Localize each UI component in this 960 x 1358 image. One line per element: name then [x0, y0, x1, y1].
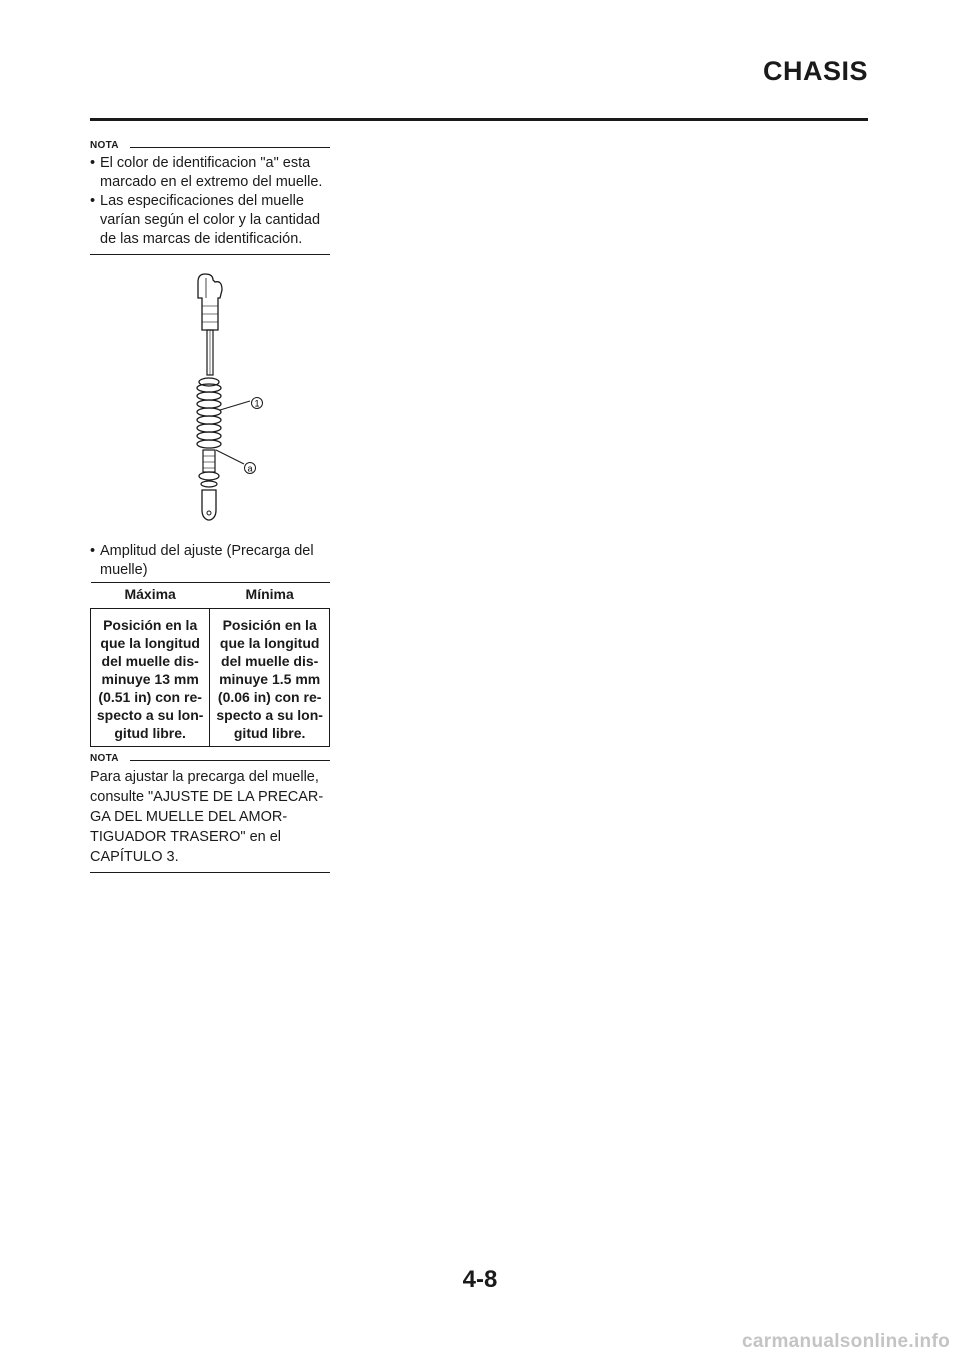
rear-shock-spring-figure	[180, 270, 290, 530]
nota-bullet-list	[90, 154, 330, 249]
callout-1-label: 1	[254, 398, 260, 409]
table-row	[91, 609, 330, 747]
adjust-range-bullet: • Amplitud del ajuste (Precarga del muelle)	[90, 542, 330, 580]
page-title: CHASIS	[762, 56, 868, 86]
table-cell-min: Posición en la que la longitud del muelle dis- minuye 1.5 mm (0.06 in) con re- specto a su lon- gitud libre.	[210, 609, 330, 747]
preload-table-wrap	[90, 582, 330, 747]
nota-block-1	[90, 140, 330, 255]
preload-table	[90, 582, 330, 747]
callout-1-marker	[252, 398, 263, 409]
header-rule	[90, 118, 868, 121]
page-number: 4-8	[462, 1266, 498, 1293]
table-header-max: Máxima	[91, 583, 210, 609]
table-header-min: Mínima	[210, 583, 330, 609]
table-header-row	[91, 583, 330, 609]
callout-a-marker	[245, 463, 256, 474]
nota-bullet-item: • El color de identificacion "a" esta marcado en el extremo del muelle.	[90, 154, 330, 192]
table-cell-max: Posición en la que la longitud del muelle dis- minuye 13 mm (0.51 in) con re- specto a su lon- gitud libre.	[91, 609, 210, 747]
nota-label: NOTA	[90, 140, 123, 151]
nota-block-2	[90, 753, 330, 873]
nota-text: Para ajustar la precarga del muelle, consulte "AJUSTE DE LA PRECAR- GA DEL MUELLE DEL AMOR- TIGUADOR TRASERO" en el CAPÍTULO 3.	[90, 769, 324, 865]
adjust-range-block	[90, 542, 330, 580]
nota-bullet-item: • Las especificaciones del muelle varían según el color y la cantidad de las marcas de identificación.	[90, 192, 330, 249]
watermark: carmanualsonline.info	[742, 1331, 950, 1352]
nota-label: NOTA	[90, 753, 123, 764]
callout-a-label: a	[247, 463, 253, 474]
